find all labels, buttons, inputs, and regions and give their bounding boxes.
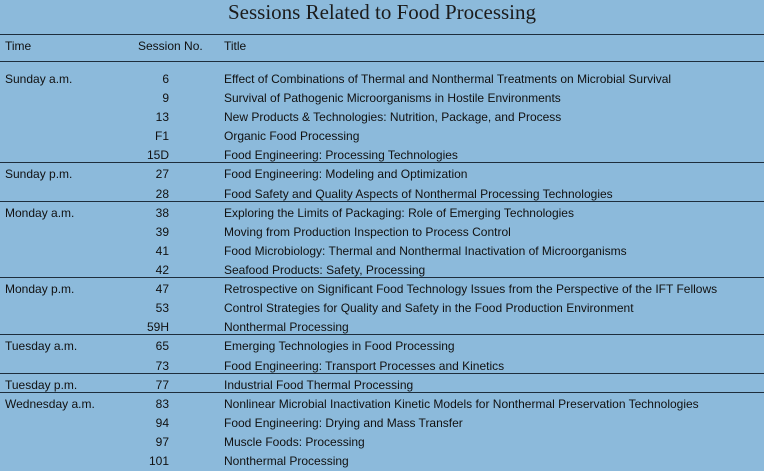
session-number-cell: 59H — [146, 320, 169, 334]
top-rule — [0, 34, 764, 35]
session-number-cell: 83 — [155, 397, 169, 411]
group-divider — [0, 162, 764, 163]
time-cell: Monday p.m. — [5, 282, 75, 296]
title-column-header: Title — [224, 39, 247, 53]
session-title-cell: Nonlinear Microbial Inactivation Kinetic Models for Nonthermal Preservation Technologies — [224, 397, 699, 411]
session-number-cell: 38 — [155, 206, 169, 220]
session-title-cell: Moving from Production Inspection to Process Control — [224, 225, 511, 239]
session-title-cell: Food Engineering: Transport Processes and Kinetics — [224, 359, 505, 373]
session-number-cell: 77 — [155, 378, 169, 392]
session-title-cell: New Products & Technologies: Nutrition, Package, and Process — [224, 110, 562, 124]
time-cell: Sunday p.m. — [5, 167, 73, 181]
table-header — [0, 36, 764, 56]
table-row — [0, 452, 764, 471]
table-row — [0, 433, 764, 452]
table-row — [0, 223, 764, 242]
table-row — [0, 395, 764, 414]
table-row — [0, 108, 764, 127]
session-number-cell: 65 — [155, 339, 169, 353]
header-rule — [0, 61, 764, 62]
session-number-cell: F1 — [154, 129, 169, 143]
time-cell: Tuesday p.m. — [5, 378, 78, 392]
session-number-cell: 39 — [155, 225, 169, 239]
group-divider — [0, 201, 764, 202]
session-title-cell: Effect of Combinations of Thermal and Nonthermal Treatments on Microbial Survival — [224, 72, 672, 86]
table-row — [0, 165, 764, 184]
group-divider — [0, 392, 764, 393]
session-number-cell: 97 — [155, 435, 169, 449]
time-cell: Monday a.m. — [5, 206, 75, 220]
session-title-cell: Control Strategies for Quality and Safety in the Food Production Environment — [224, 301, 634, 315]
session-number-cell: 47 — [155, 282, 169, 296]
group-divider — [0, 334, 764, 335]
session-number-cell: 15D — [146, 148, 169, 162]
table-row — [0, 127, 764, 146]
table-row — [0, 299, 764, 318]
table-row — [0, 70, 764, 89]
page-title: Sessions Related to Food Processing — [228, 0, 536, 24]
time-cell: Wednesday a.m. — [5, 397, 95, 411]
session-number-cell: 41 — [155, 244, 169, 258]
session-number-cell: 27 — [155, 167, 169, 181]
time-column-header: Time — [5, 39, 32, 53]
session-title-cell: Nonthermal Processing — [224, 454, 349, 468]
session-title-cell: Survival of Pathogenic Microorganisms in Hostile Environments — [224, 91, 561, 105]
session-number-cell: 6 — [162, 72, 169, 86]
session-number-cell: 73 — [155, 359, 169, 373]
group-divider — [0, 277, 764, 278]
session-title-cell: Industrial Food Thermal Processing — [224, 378, 414, 392]
session-title-cell: Nonthermal Processing — [224, 320, 349, 334]
session-title-cell: Food Engineering: Processing Technologies — [224, 148, 458, 162]
group-divider — [0, 373, 764, 374]
time-cell: Sunday a.m. — [5, 72, 73, 86]
table-row — [0, 337, 764, 356]
session-title-cell: Food Engineering: Drying and Mass Transfer — [224, 416, 463, 430]
session-column-header: Session No. — [138, 39, 203, 53]
session-title-cell: Emerging Technologies in Food Processing — [224, 339, 455, 353]
session-number-cell: 13 — [155, 110, 169, 124]
session-number-cell: 101 — [148, 454, 169, 468]
session-title-cell: Food Safety and Quality Aspects of Nonthermal Processing Technologies — [224, 187, 613, 201]
table-row — [0, 242, 764, 261]
session-title-cell: Organic Food Processing — [224, 129, 360, 143]
session-title-cell: Food Engineering: Modeling and Optimization — [224, 167, 468, 181]
session-number-cell: 53 — [155, 301, 169, 315]
session-title-cell: Muscle Foods: Processing — [224, 435, 365, 449]
table-row — [0, 414, 764, 433]
table-row — [0, 280, 764, 299]
session-number-cell: 28 — [155, 187, 169, 201]
table-row — [0, 89, 764, 108]
session-number-cell: 42 — [155, 263, 169, 277]
session-title-cell: Exploring the Limits of Packaging: Role of Emerging Technologies — [224, 206, 574, 220]
table-row — [0, 204, 764, 223]
session-number-cell: 9 — [162, 91, 169, 105]
session-title-cell: Food Microbiology: Thermal and Nonthermal Inactivation of Microorganisms — [224, 244, 627, 258]
session-title-cell: Seafood Products: Safety, Processing — [224, 263, 426, 277]
session-number-cell: 94 — [155, 416, 169, 430]
session-title-cell: Retrospective on Significant Food Technology Issues from the Perspective of the IFT Fellows — [224, 282, 718, 296]
time-cell: Tuesday a.m. — [5, 339, 78, 353]
